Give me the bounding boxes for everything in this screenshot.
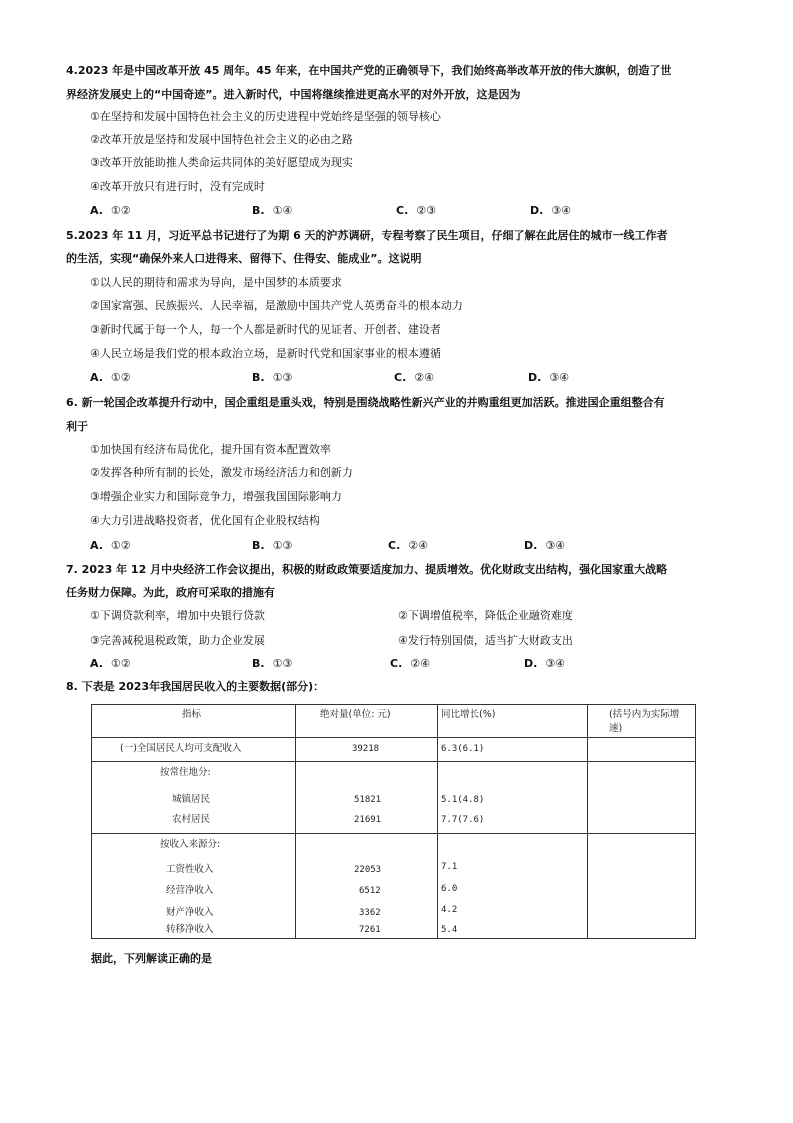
q5-stem-line1: 5.2023 年 11 月，习近平总书记进行了为期 6 天的沪苏调研，专程考察了民生项目，仔细了解在此居住的城市一线工作者: [66, 229, 668, 242]
q6-choice-d[interactable]: D. ③④: [524, 539, 566, 552]
q4-option-1: ①在坚持和发展中国特色社会主义的历史进程中党始终是坚强的领导核心: [90, 110, 441, 123]
q5-choices: [90, 371, 710, 385]
table-row-label: 城镇居民: [172, 794, 211, 805]
q5-stem-line2: 的生活，实现“确保外来人口进得来、留得下、住得安、能成业”。这说明: [66, 252, 422, 265]
table-group-source: 按收入来源分:: [160, 839, 221, 850]
q7-choice-c[interactable]: C. ②④: [390, 657, 430, 670]
q4-choice-b[interactable]: B. ①④: [252, 204, 293, 217]
table-row-growth: 6.0: [441, 884, 458, 894]
q4-stem-line1: 4.2023 年是中国改革开放 45 周年。45 年来，在中国共产党的正确领导下，我们始终高举改革开放的伟大旗帜，创造了世: [66, 64, 672, 77]
table-header-absolute: 绝对量(单位: 元): [320, 709, 391, 720]
income-table: [91, 704, 696, 939]
q6-option-4: ④大力引进战略投资者，优化国有企业股权结构: [90, 514, 320, 527]
q4-option-3: ③改革开放能助推人类命运共同体的美好愿望成为现实: [90, 156, 353, 169]
q5-option-4: ④人民立场是我们党的根本政治立场，是新时代党和国家事业的根本遵循: [90, 347, 441, 360]
q8-followup: 据此，下列解读正确的是: [91, 952, 212, 965]
q7-choices: [90, 657, 710, 671]
q5-choice-d[interactable]: D. ③④: [528, 371, 570, 384]
q5-option-2: ②国家富强、民族振兴、人民幸福，是激励中国共产党人英勇奋斗的根本动力: [90, 299, 463, 312]
q5-option-3: ③新时代属于每一个人，每一个人都是新时代的见证者、开创者、建设者: [90, 323, 441, 336]
table-header-note-line2: 速): [609, 723, 623, 734]
q7-option-1: ①下调贷款利率，增加中央银行贷款: [90, 609, 265, 622]
table-row-label: (一)全国居民人均可支配收入: [120, 743, 242, 754]
q7-option-3: ③完善减税退税政策，助力企业发展: [90, 634, 265, 647]
table-row-growth: 5.4: [441, 925, 458, 935]
q8-stem: 8. 下表是 2023年我国居民收入的主要数据(部分)：: [66, 680, 325, 693]
q5-option-1: ①以人民的期待和需求为导向，是中国梦的本质要求: [90, 276, 342, 289]
table-header-note-line1: (括号内为实际增: [609, 709, 680, 720]
q6-stem-line1: 6. 新一轮国企改革提升行动中，国企重组是重头戏，特别是围绕战略性新兴产业的并购重组更加活跃。推进国企重组整合有: [66, 396, 665, 409]
q7-choice-d[interactable]: D. ③④: [524, 657, 566, 670]
table-row-value: 22053: [354, 865, 382, 875]
q4-choice-c[interactable]: C. ②③: [396, 204, 436, 217]
q4-choices: [90, 204, 710, 218]
q7-option-4: ④发行特别国债，适当扩大财政支出: [398, 634, 573, 647]
table-row-growth: 5.1(4.8): [441, 795, 485, 805]
table-row-label: 转移净收入: [166, 924, 214, 935]
q5-choice-a[interactable]: A. ①②: [90, 371, 131, 384]
table-row-value: 7261: [359, 925, 381, 935]
q5-choice-b[interactable]: B. ①③: [252, 371, 293, 384]
q4-stem-line2: 界经济发展史上的“中国奇迹”。进入新时代，中国将继续推进更高水平的对外开放，这是因为: [66, 88, 521, 101]
table-row-label: 工资性收入: [166, 864, 214, 875]
table-row-label: 财产净收入: [166, 907, 214, 918]
table-row-label: 经营净收入: [166, 885, 214, 896]
table-header-indicator: 指标: [182, 709, 202, 720]
q7-stem-line2: 任务财力保障。为此，政府可采取的措施有: [66, 586, 275, 599]
table-group-residence: 按常住地分:: [160, 767, 211, 778]
q4-choice-d[interactable]: D. ③④: [530, 204, 572, 217]
table-row-label: 农村居民: [172, 814, 211, 825]
table-row-value: 3362: [359, 908, 381, 918]
table-row-value: 39218: [352, 744, 380, 754]
table-row-value: 51821: [354, 795, 382, 805]
q7-stem-line1: 7. 2023 年 12 月中央经济工作会议提出，积极的财政政策要适度加力、提质增效。优化财政支出结构，强化国家重大战略: [66, 563, 668, 576]
q6-option-3: ③增强企业实力和国际竞争力，增强我国国际影响力: [90, 490, 342, 503]
q6-choices: [90, 539, 710, 553]
table-row-value: 21691: [354, 815, 382, 825]
table-row-growth: 7.1: [441, 862, 458, 872]
table-row-growth: 4.2: [441, 905, 458, 915]
table-row-value: 6512: [359, 886, 381, 896]
q6-option-1: ①加快国有经济布局优化，提升国有资本配置效率: [90, 443, 331, 456]
q6-choice-a[interactable]: A. ①②: [90, 539, 131, 552]
q6-stem-line2: 利于: [66, 420, 88, 433]
q5-choice-c[interactable]: C. ②④: [394, 371, 434, 384]
q4-option-2: ②改革开放是坚持和发展中国特色社会主义的必由之路: [90, 133, 353, 146]
q7-choice-a[interactable]: A. ①②: [90, 657, 131, 670]
q4-choice-a[interactable]: A. ①②: [90, 204, 131, 217]
q6-choice-b[interactable]: B. ①③: [252, 539, 293, 552]
q7-option-2: ②下调增值税率，降低企业融资难度: [398, 609, 573, 622]
q6-choice-c[interactable]: C. ②④: [388, 539, 428, 552]
table-header-growth: 同比增长(%): [441, 709, 496, 720]
q4-option-4: ④改革开放只有进行时，没有完成时: [90, 180, 265, 193]
table-row-growth: 6.3(6.1): [441, 744, 485, 754]
table-row-growth: 7.7(7.6): [441, 815, 485, 825]
q7-choice-b[interactable]: B. ①③: [252, 657, 293, 670]
q6-option-2: ②发挥各种所有制的长处，激发市场经济活力和创新力: [90, 466, 353, 479]
